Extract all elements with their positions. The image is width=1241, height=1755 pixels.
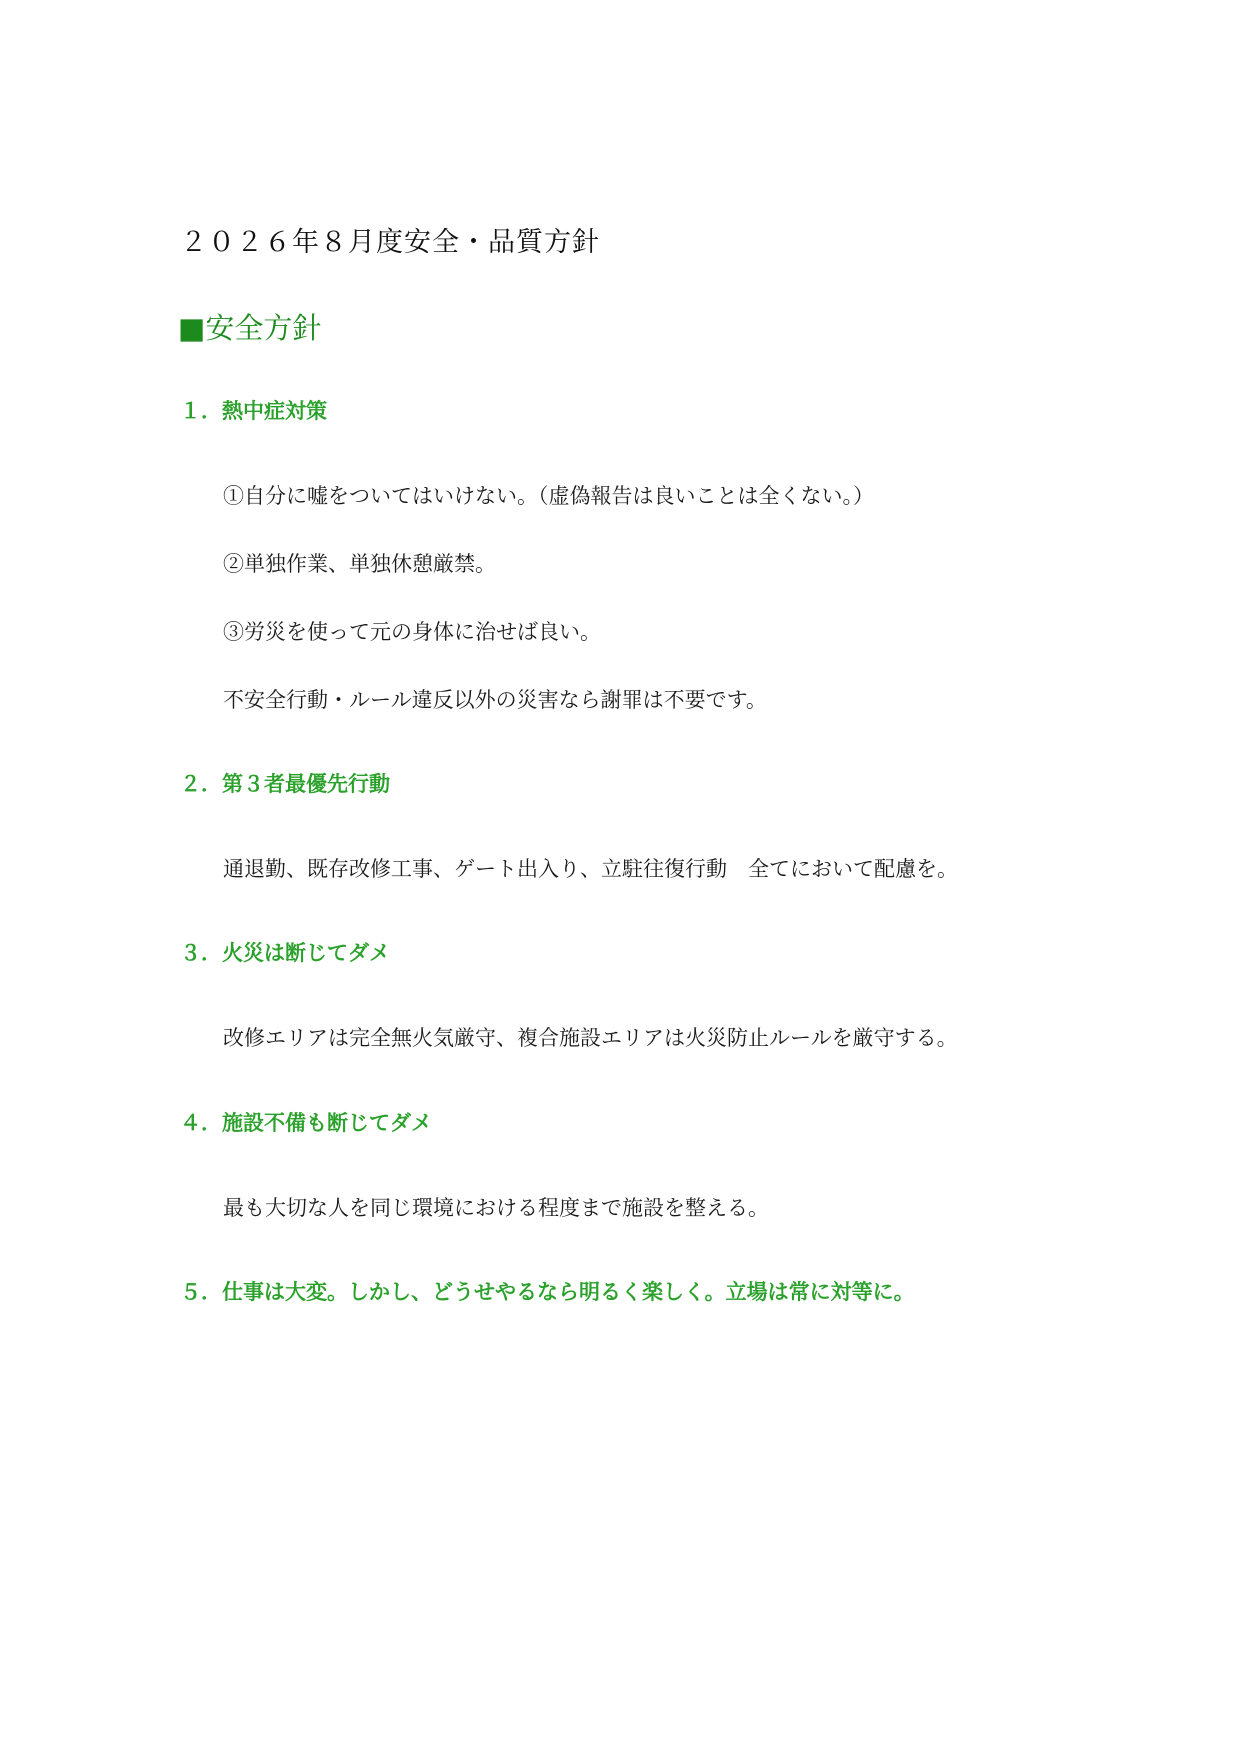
item-3-line-1: 改修エリアは完全無火気厳守、複合施設エリアは火災防止ルールを厳守する。 — [223, 1026, 958, 1050]
document-title: ２０２６年８月度安全・品質方針 — [180, 227, 600, 258]
item-heading-2: ２．第３者最優先行動 — [180, 772, 390, 796]
item-1-line-1: ①自分に嘘をついてはいけない。（虚偽報告は良いことは全くない。） — [223, 484, 874, 508]
section-heading-safety-policy: ■安全方針 — [178, 311, 322, 345]
item-heading-1: １．熱中症対策 — [180, 399, 327, 423]
item-4-line-1: 最も大切な人を同じ環境における程度まで施設を整える。 — [223, 1196, 769, 1220]
item-1-line-4: 不安全行動・ルール違反以外の災害なら謝罪は不要です。 — [223, 688, 767, 712]
item-heading-4: ４．施設不備も断じてダメ — [180, 1111, 432, 1135]
item-heading-5: ５．仕事は大変。しかし、どうせやるなら明るく楽しく。立場は常に対等に。 — [180, 1280, 915, 1304]
item-1-line-3: ③労災を使って元の身体に治せば良い。 — [223, 620, 601, 644]
item-2-line-1: 通退勤、既存改修工事、ゲート出入り、立駐往復行動 全てにおいて配慮を。 — [223, 857, 958, 881]
item-1-line-2: ②単独作業、単独休憩厳禁。 — [223, 552, 496, 576]
item-heading-3: ３．火災は断じてダメ — [180, 941, 390, 965]
